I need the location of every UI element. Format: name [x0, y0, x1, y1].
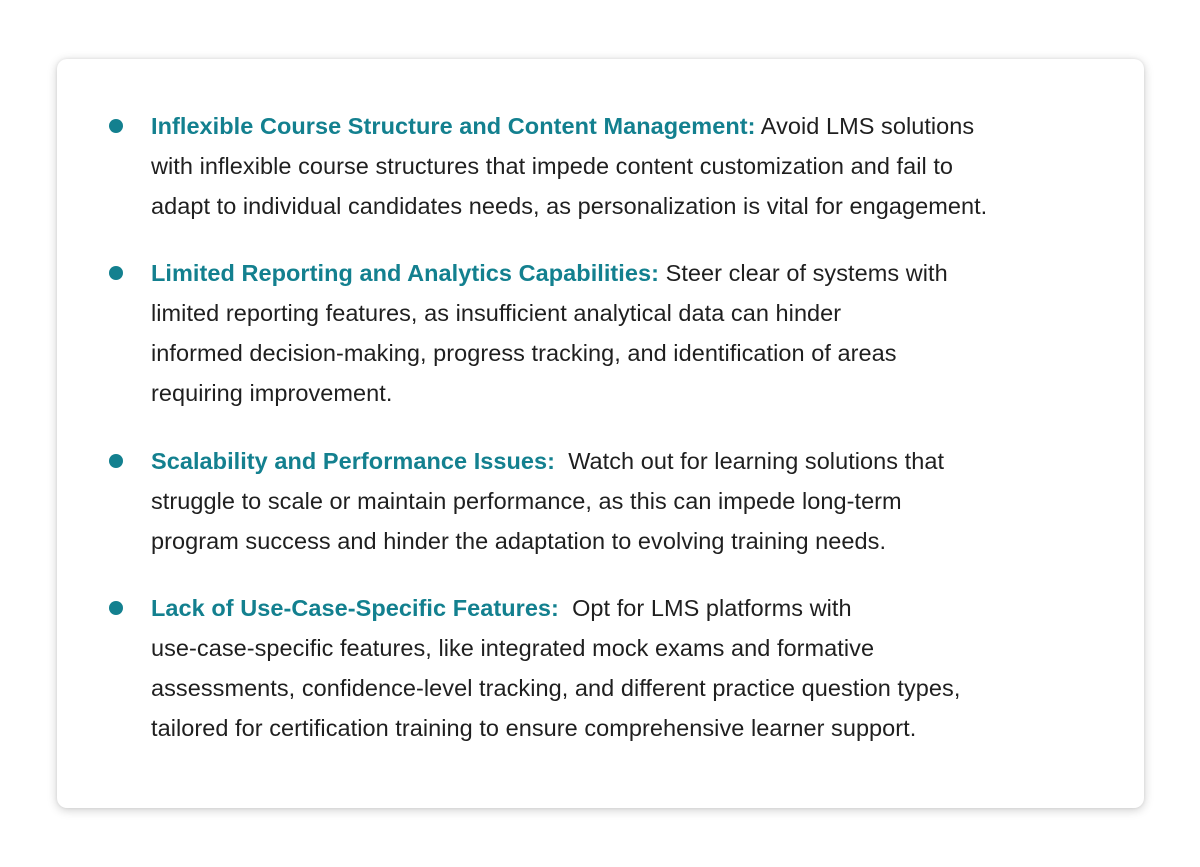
list-item-text — [151, 588, 1101, 748]
text-line — [151, 106, 1101, 146]
text-line: with inflexible course structures that impede content customization and fail to — [151, 153, 954, 179]
bullet-dot-icon — [109, 601, 123, 615]
item-body: Opt for LMS platforms with — [558, 595, 852, 621]
text-line: informed decision-making, progress tracking, and identification of areas — [151, 340, 897, 366]
text-line — [151, 253, 1101, 293]
bullet-dot-icon — [109, 119, 123, 133]
text-line: tailored for certification training to ensure comprehensive learner support. — [151, 715, 917, 741]
text-line: limited reporting features, as insufficient analytical data can hinder — [151, 300, 842, 326]
bullet-dot-icon — [109, 266, 123, 280]
text-line — [151, 588, 1101, 628]
item-body: Watch out for learning solutions that — [555, 448, 945, 474]
text-line: use-case-specific features, like integrated mock exams and formative — [151, 635, 875, 661]
item-body: Steer clear of systems with — [659, 260, 948, 286]
text-line: adapt to individual candidates needs, as personalization is vital for engagement. — [151, 193, 988, 219]
item-heading: Lack of Use-Case-Specific Features: — [151, 595, 559, 621]
text-line: program success and hinder the adaptation to evolving training needs. — [151, 528, 887, 554]
text-line: requiring improvement. — [151, 380, 393, 406]
list-item-text — [151, 441, 1101, 561]
list-item-text — [151, 253, 1101, 413]
text-line — [151, 441, 1101, 481]
item-body: Avoid LMS solutions — [755, 113, 975, 139]
content-card — [57, 59, 1144, 808]
item-heading: Inflexible Course Structure and Content Management: — [151, 113, 756, 139]
item-heading: Scalability and Performance Issues: — [151, 448, 556, 474]
bullet-dot-icon — [109, 454, 123, 468]
text-line: struggle to scale or maintain performance, as this can impede long-term — [151, 488, 902, 514]
text-line: assessments, confidence-level tracking, and different practice question types, — [151, 675, 961, 701]
list-item-text — [151, 106, 1101, 226]
item-heading: Limited Reporting and Analytics Capabilities: — [151, 260, 660, 286]
